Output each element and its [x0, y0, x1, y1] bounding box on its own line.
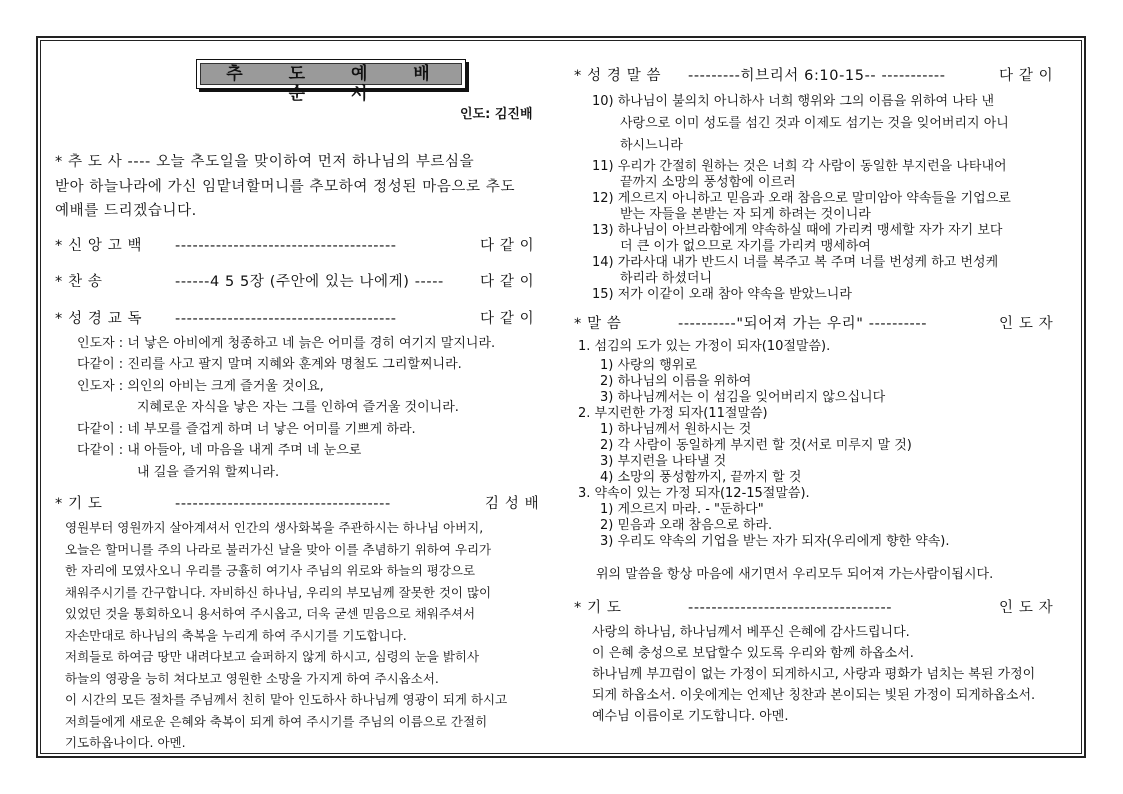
verse-line: 끝까지 소망의 풍성함에 이르러 [620, 175, 796, 190]
bullet: * [574, 600, 588, 616]
prayer-line: 저희들로 하여금 땅만 내려다보고 슬퍼하지 않게 하시고, 심령의 눈을 밝히사 [65, 649, 480, 664]
hymn-section [55, 274, 103, 290]
prayer-line: 저희들에게 새로운 은혜와 축복이 되게 하여 주시기를 주님의 이름으로 간절히 [65, 714, 488, 729]
opening-line-1: ---- 오늘 추도일을 맞이하여 먼저 하나님의 부르심을 [127, 154, 475, 170]
reading-section [55, 311, 142, 327]
prayer-line: 영원부터 영원까지 살아계셔서 인간의 생사화복을 주관하시는 하나님 아버지, [65, 520, 484, 535]
outline-line: 2) 믿음과 오래 참음으로 하라. [600, 518, 773, 533]
reading-line: 내 길을 즐거워 할찌니라. [137, 465, 280, 480]
opening-line-3: 예배를 드리겠습니다. [55, 203, 197, 219]
reading-line: 인도자 : 너 낳은 아비에게 청종하고 네 늙은 어미를 경히 여기지 말지니라. [77, 336, 496, 351]
outline-line: 3. 약속이 있는 가정 되자(12-15절말씀). [578, 486, 810, 501]
prayer-section [55, 496, 103, 512]
outline-line: 2) 각 사람이 동일하게 부지런 할 것(서로 미루지 말 것) [600, 438, 912, 453]
creed-label: 신 앙 고 백 [68, 238, 143, 254]
reading-line: 지혜로운 자식을 낳은 자는 그를 인하여 즐거울 것이니라. [137, 400, 459, 415]
verse-line: 하시느니라 [620, 138, 683, 153]
prayer-dashes: ------------------------------------- [175, 496, 391, 512]
outline-line: 2) 하나님의 이름을 위하여 [600, 374, 752, 389]
prayer-line: 오늘은 할머니를 주의 나라로 불러가신 날을 맞아 이를 추념하기 위하여 우리가 [65, 542, 492, 557]
outline-line: 3) 하나님께서는 이 섬김을 잊어버리지 않으십니다 [600, 390, 886, 405]
outline-line: 1) 사랑의 행위로 [600, 358, 697, 373]
hymn-text: ------4 5 5장 (주안에 있는 나에게) ----- [175, 274, 444, 290]
reading-dashes: -------------------------------------- [175, 311, 397, 327]
closing-prayer-label: 기 도 [587, 600, 622, 616]
closing-prayer-line: 이 은혜 충성으로 보답할수 있도록 우리와 함께 하옵소서. [592, 646, 914, 661]
prayer-line: 이 시간의 모든 절차를 주님께서 친히 맡아 인도하사 하나님께 영광이 되게 하시고 [65, 692, 508, 707]
verse-line: 10) 하나님이 불의치 아니하사 너희 행위와 그의 이름을 위하여 나타 낸 [592, 94, 995, 109]
prayer-line: 기도하옵나이다. 아멘. [65, 735, 186, 750]
outline-line: 3) 우리도 약속의 기업을 받는 자가 되자(우리에게 향한 약속). [600, 534, 950, 549]
closing-prayer-line: 예수님 이름이로 기도합니다. 아멘. [592, 709, 789, 724]
outline-line: 4) 소망의 풍성함까지, 끝까지 할 것 [600, 470, 802, 485]
verse-line: 13) 하나님이 아브라함에게 약속하실 때에 가리켜 맹세할 자가 자기 보다 [592, 223, 1003, 238]
bullet: * [55, 154, 69, 170]
verse-line: 사랑으로 이미 성도를 섬긴 것과 이제도 섬기는 것을 잊어버리지 아니 [620, 116, 1009, 131]
reading-line: 다같이 : 진리를 사고 팔지 말며 지혜와 훈계와 명철도 그리할찌니라. [77, 357, 462, 372]
outline-line: 3) 부지런을 나타낼 것 [600, 454, 727, 469]
prayer-label: 기 도 [68, 496, 103, 512]
reading-line: 인도자 : 의인의 아비는 크게 즐거울 것이요, [77, 379, 324, 394]
prayer-line: 있었던 것을 통회하오니 용서하여 주시옵고, 더욱 굳센 믿음으로 채워주셔서 [65, 606, 476, 621]
closing-prayer-who: 인 도 자 [999, 600, 1054, 616]
scripture-section [574, 68, 661, 84]
closing-prayer-line: 하나님께 부끄럼이 없는 가정이 되게하시고, 사랑과 평화가 넘치는 복된 가정이 [592, 667, 1036, 682]
bullet: * [55, 311, 69, 327]
verse-line: 11) 우리가 간절히 원하는 것은 너희 각 사람이 동일한 부지런을 나타내어 [592, 159, 1007, 174]
sermon-text: ----------"되어져 가는 우리" ---------- [678, 316, 928, 332]
prayer-line: 한 자리에 모였사오니 우리를 긍휼히 여기사 주님의 위로와 하늘의 평강으로 [65, 563, 476, 578]
scripture-who: 다 같 이 [999, 68, 1054, 84]
bullet: * [55, 274, 69, 290]
outline-line: 1) 게으르지 마라. - "둔하다" [600, 502, 764, 517]
verse-line: 15) 저가 이같이 오래 참아 약속을 받았느니라 [592, 287, 852, 302]
closing-prayer-dashes: ----------------------------------- [688, 600, 893, 616]
page-title: 추 도 예 배 순 서 [200, 63, 462, 85]
creed-dashes: -------------------------------------- [175, 238, 397, 254]
scripture-label: 성 경 말 씀 [587, 68, 662, 84]
opening-label: 추 도 사 [68, 154, 123, 170]
opening-line-2: 받아 하늘나라에 가신 임맡녀할머니를 추모하여 정성된 마음으로 추도 [55, 179, 516, 195]
closing-prayer-line: 사랑의 하나님, 하나님께서 베푸신 은혜에 감사드립니다. [592, 625, 910, 640]
prayer-line: 채워주시기를 간구합니다. 자비하신 하나님, 우리의 부모님께 잘못한 것이 많이 [65, 585, 492, 600]
title-box [196, 59, 466, 104]
outline-line: 1. 섬김의 도가 있는 가정이 되자(10절말씀). [578, 339, 831, 354]
inner-border [40, 40, 1082, 754]
outline-line: 1) 하나님께서 원하시는 것 [600, 422, 752, 437]
verse-line: 받는 자들을 본받는 자 되게 하려는 것이니라 [620, 207, 871, 222]
bullet: * [55, 238, 69, 254]
closing-prayer-line: 되게 하옵소서. 이웃에게는 언제난 칭찬과 본이되는 빛된 가정이 되게하옵소서. [592, 688, 1036, 703]
verse-line: 14) 가라사대 내가 반드시 너를 복주고 복 주며 너를 번성케 하고 번성케 [592, 255, 999, 270]
sermon-closing: 위의 말씀을 항상 마음에 새기면서 우리모두 되어져 가는사람이됩시다. [596, 567, 994, 582]
bullet: * [574, 68, 588, 84]
reading-who: 다 같 이 [480, 311, 535, 327]
prayer-line: 하늘의 영광을 능히 쳐다보고 영원한 소망을 가지게 하여 주시옵소서. [65, 671, 439, 686]
reading-label: 성 경 교 독 [68, 311, 143, 327]
hymn-who: 다 같 이 [480, 274, 535, 290]
hymn-label: 찬 송 [68, 274, 103, 290]
outline-line: 2. 부지런한 가정 되자(11절말씀) [578, 406, 768, 421]
prayer-who: 김 성 배 [485, 496, 540, 512]
closing-prayer-section [574, 600, 622, 616]
sermon-section [574, 316, 622, 332]
prayer-line: 자손만대로 하나님의 축복을 누리게 하여 주시기를 기도합니다. [65, 628, 407, 643]
bullet: * [574, 316, 588, 332]
creed-who: 다 같 이 [480, 238, 535, 254]
scripture-text: ---------히브리서 6:10-15-- ----------- [688, 68, 946, 84]
verse-line: 더 큰 이가 없으므로 자기를 가리켜 맹세하여 [620, 239, 871, 254]
reading-line: 다같이 : 내 아들아, 네 마음을 내게 주며 네 눈으로 [77, 443, 362, 458]
verse-line: 12) 게으르지 아니하고 믿음과 오래 참음으로 말미암아 약속들을 기업으로 [592, 191, 1011, 206]
bullet: * [55, 496, 69, 512]
sermon-label: 말 씀 [587, 316, 622, 332]
leader-name: 인도: 김진배 [460, 107, 533, 122]
opening-section [55, 154, 474, 170]
sermon-who: 인 도 자 [999, 316, 1054, 332]
verse-line: 하리라 하셨더니 [620, 271, 713, 286]
creed-section [55, 238, 142, 254]
reading-line: 다같이 : 네 부모를 즐겁게 하며 너 낳은 어미를 기쁘게 하라. [77, 422, 416, 437]
